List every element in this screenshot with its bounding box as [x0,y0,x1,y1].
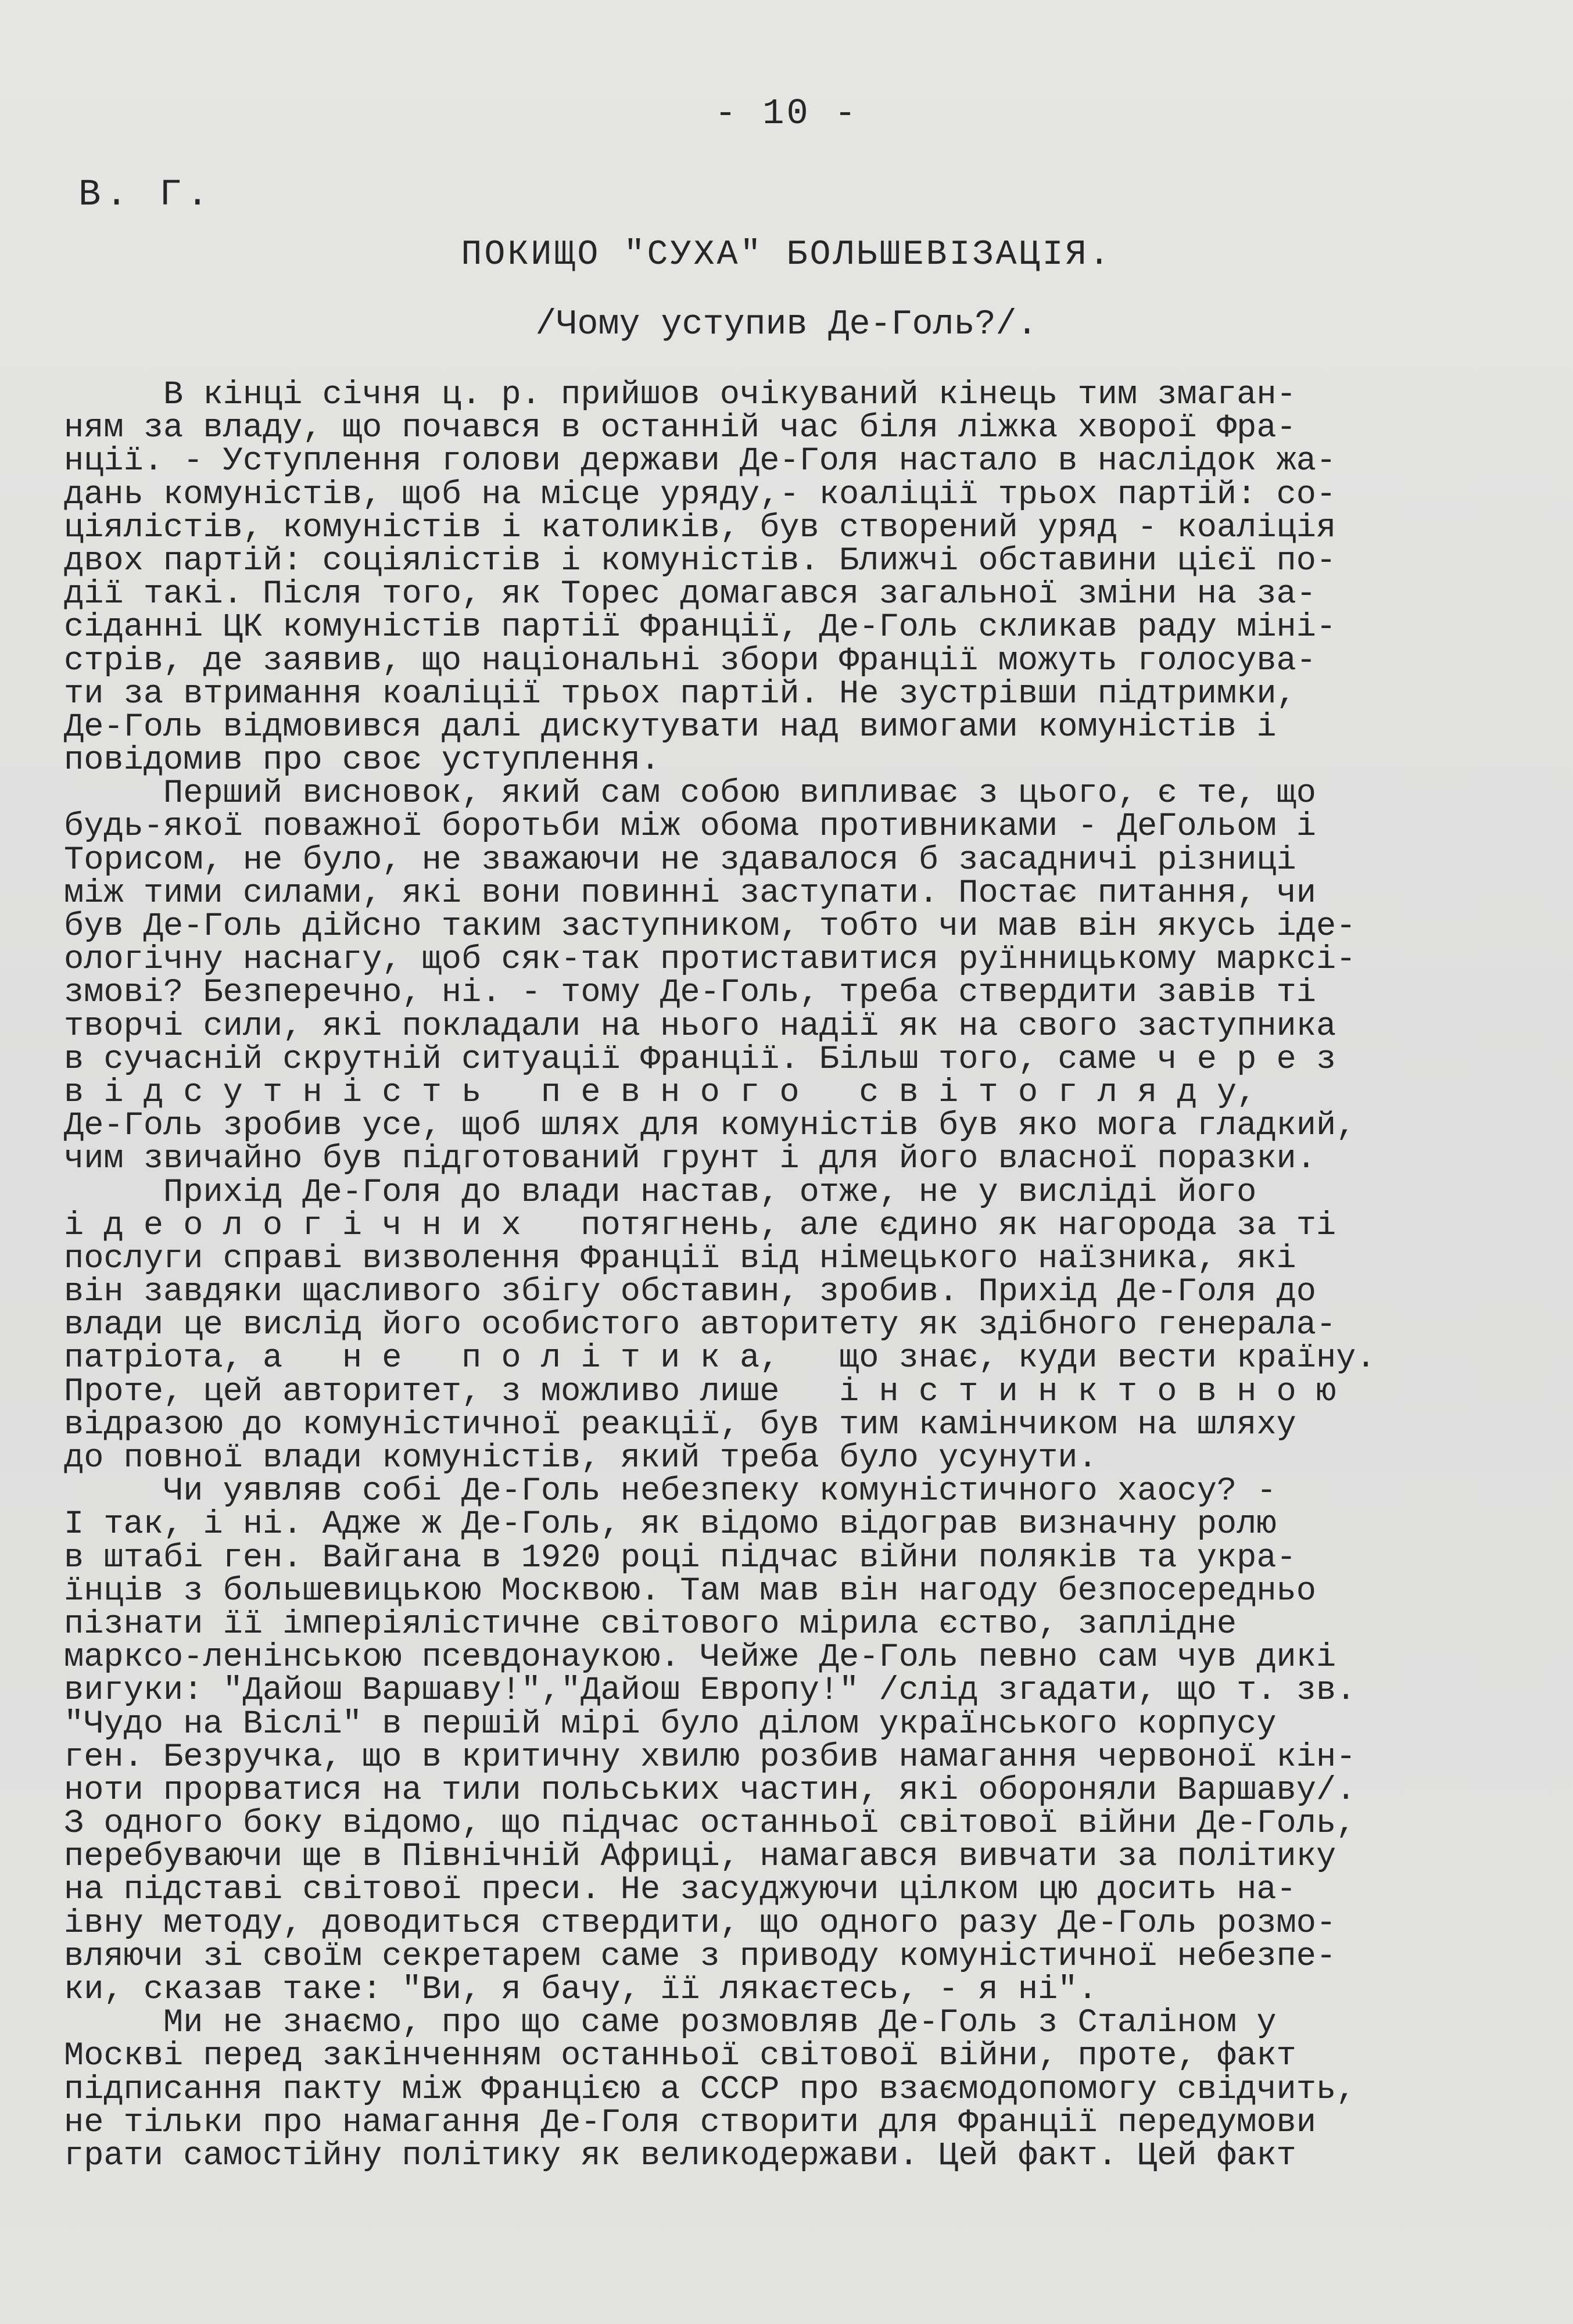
text-line: їнців з большевицькою Москвою. Там мав він нагоду безпосередньо [64,1575,1316,1608]
text-line: вигуки: "Дайош Варшаву!","Дайош Европу!" /слід згадати, що т. зв. [64,1674,1356,1708]
text-line: змові? Безперечно, ні. - тому Де-Голь, треба ствердити завів ті [64,977,1316,1010]
text-line: дань комуністів, щоб на місце уряду,- коаліції трьох партій: со- [64,478,1336,512]
text-line: Торисом, не було, не зважаючи не здавалося б засадничі різниці [64,844,1296,877]
text-line: ціялістів, комуністів і католиків, був створений уряд - коаліція [64,511,1336,545]
text-line: ки, сказав таке: "Ви, я бачу, її лякаєтесь, - я ні". [64,1974,1098,2007]
text-line: підписання пакту між Францією а СССР про взаємодопомогу свідчить, [64,2073,1356,2107]
text-line: не тільки про намагання Де-Голя створити для Франції передумови [64,2106,1316,2140]
text-line: повідомив про своє уступлення. [64,744,661,778]
text-line: двох партій: соціялістів і комуністів. Ближчі обставини цієї по- [64,544,1336,579]
text-line: був Де-Голь дійсно таким заступником, тобто чи мав він якусь іде- [64,910,1356,944]
text-line: до повної влади комуністів, який треба було усунути. [64,1442,1098,1476]
text-line: ням за владу, що почався в останній час біля ліжка хворої Фра- [64,412,1296,446]
text-line: вляючи зі своїм секретарем саме з приводу комуністичної небезпе- [64,1940,1336,1974]
text-line: ологічну наснагу, щоб сяк-так протиставитися руїнницькому марксі- [64,944,1356,977]
text-line: творчі сили, які покладали на нього надії як на свого заступника [64,1010,1336,1043]
text-line: Де-Голь зробив усе, щоб шлях для комуністів був яко мога гладкий, [64,1110,1356,1143]
text-line: між тими силами, які вони повинні заступати. Постає питання, чи [64,877,1316,910]
text-line: і д е о л о г і ч н и х потягнень, але єдино як нагорода за ті [64,1209,1336,1243]
text-line: Де-Голь відмовився далі дискутувати над вимогами комуністів і [64,711,1277,745]
article-body [64,379,1517,2173]
article-title: ПОКИЩО "СУХА" БОЛЬШЕВІЗАЦІЯ. [461,235,1112,275]
text-line: в штабі ген. Вайгана в 1920 році підчас війни поляків та укра- [64,1541,1296,1575]
text-line: будь-якої поважної боротьби між обома противниками - ДеГольом і [64,810,1316,844]
text-line: він завдяки щасливого збігу обставин, зробив. Прихід Де-Голя до [64,1276,1316,1310]
page-number: - 10 - [714,93,859,134]
text-line: сіданні ЦК комуністів партії Франції, Де-Голь скликав раду міні- [64,611,1336,645]
text-line: послуги справі визволення Франції від німецького наїзника, які [64,1242,1296,1276]
text-line: Ми не знаємо, про що саме розмовляв Де-Голь з Сталіном у [64,2007,1277,2040]
text-line: пізнати її імперіялістичне світового мірила єство, заплідне [64,1608,1237,1642]
text-line: на підставі світової преси. Не засуджуючи цілком цю досить на- [64,1874,1296,1907]
text-line: відразою до комуністичної реакції, був тим камінчиком на шляху [64,1408,1296,1442]
author-initials: В. Г. [78,174,214,216]
text-line: стрів, де заявив, що національні збори Франції можуть голосува- [64,644,1316,678]
text-line: в і д с у т н і с т ь п е в н о г о с в і т о г л я д у, [64,1076,1257,1110]
text-line: Москві перед закінченням останньої світової війни, проте, факт [64,2040,1296,2074]
text-line: ти за втримання коаліції трьох партій. Не зустрівши підтримки, [64,677,1296,711]
text-line: Чи уявляв собі Де-Голь небезпеку комуністичного хаосу? - [64,1475,1277,1509]
text-line: грати самостійну політику як великодержави. Цей факт. Цей факт [64,2139,1296,2174]
text-line: нції. - Уступлення голови держави Де-Голя настало в наслідок жа- [64,445,1336,479]
text-line: в сучасній скрутній ситуації Франції. Більш того, саме ч е р е з [64,1043,1336,1077]
text-line: З одного боку відомо, що підчас останньої світової війни Де-Голь, [64,1807,1356,1841]
text-line: ген. Безручка, що в критичну хвилю розбив намагання червоної кін- [64,1741,1356,1774]
text-line: патріота, а н е п о л і т и к а, що знає, куди вести країну. [64,1342,1376,1376]
text-line: Проте, цей авторитет, з можливо лише і н с т и н к т о в н о ю [64,1375,1336,1409]
text-line: влади це вислід його особистого авторитету як здібного генерала- [64,1309,1336,1343]
text-line: марксо-ленінською псевдонаукою. Чейже Де-Голь певно сам чув дикі [64,1641,1336,1675]
text-line: дії такі. Після того, як Торес домагався загальної зміни на за- [64,578,1316,612]
text-line: "Чудо на Віслі" в першій мірі було ділом українського корпусу [64,1708,1277,1741]
text-line: івну методу, доводиться ствердити, що одного разу Де-Голь розмо- [64,1907,1336,1941]
text-line: В кінці січня ц. р. прийшов очікуваний кінець тим змаган- [64,379,1296,413]
text-line: ноти прорватися на тили польських частин, які обороняли Варшаву/. [64,1774,1356,1808]
text-line: чим звичайно був підготований грунт і для його власної поразки. [64,1143,1316,1177]
article-subtitle: /Чому уступив Де-Голь?/. [535,305,1038,345]
text-line: перебуваючи ще в Північній Африці, намагався вивчати за політику [64,1841,1336,1874]
text-line: Перший висновок, який сам собою випливає з цього, є те, що [64,777,1316,811]
text-line: Прихід Де-Голя до влади настав, отже, не у висліді його [64,1176,1257,1210]
text-line: І так, і ні. Адже ж Де-Голь, як відомо відограв визначну ролю [64,1508,1277,1542]
